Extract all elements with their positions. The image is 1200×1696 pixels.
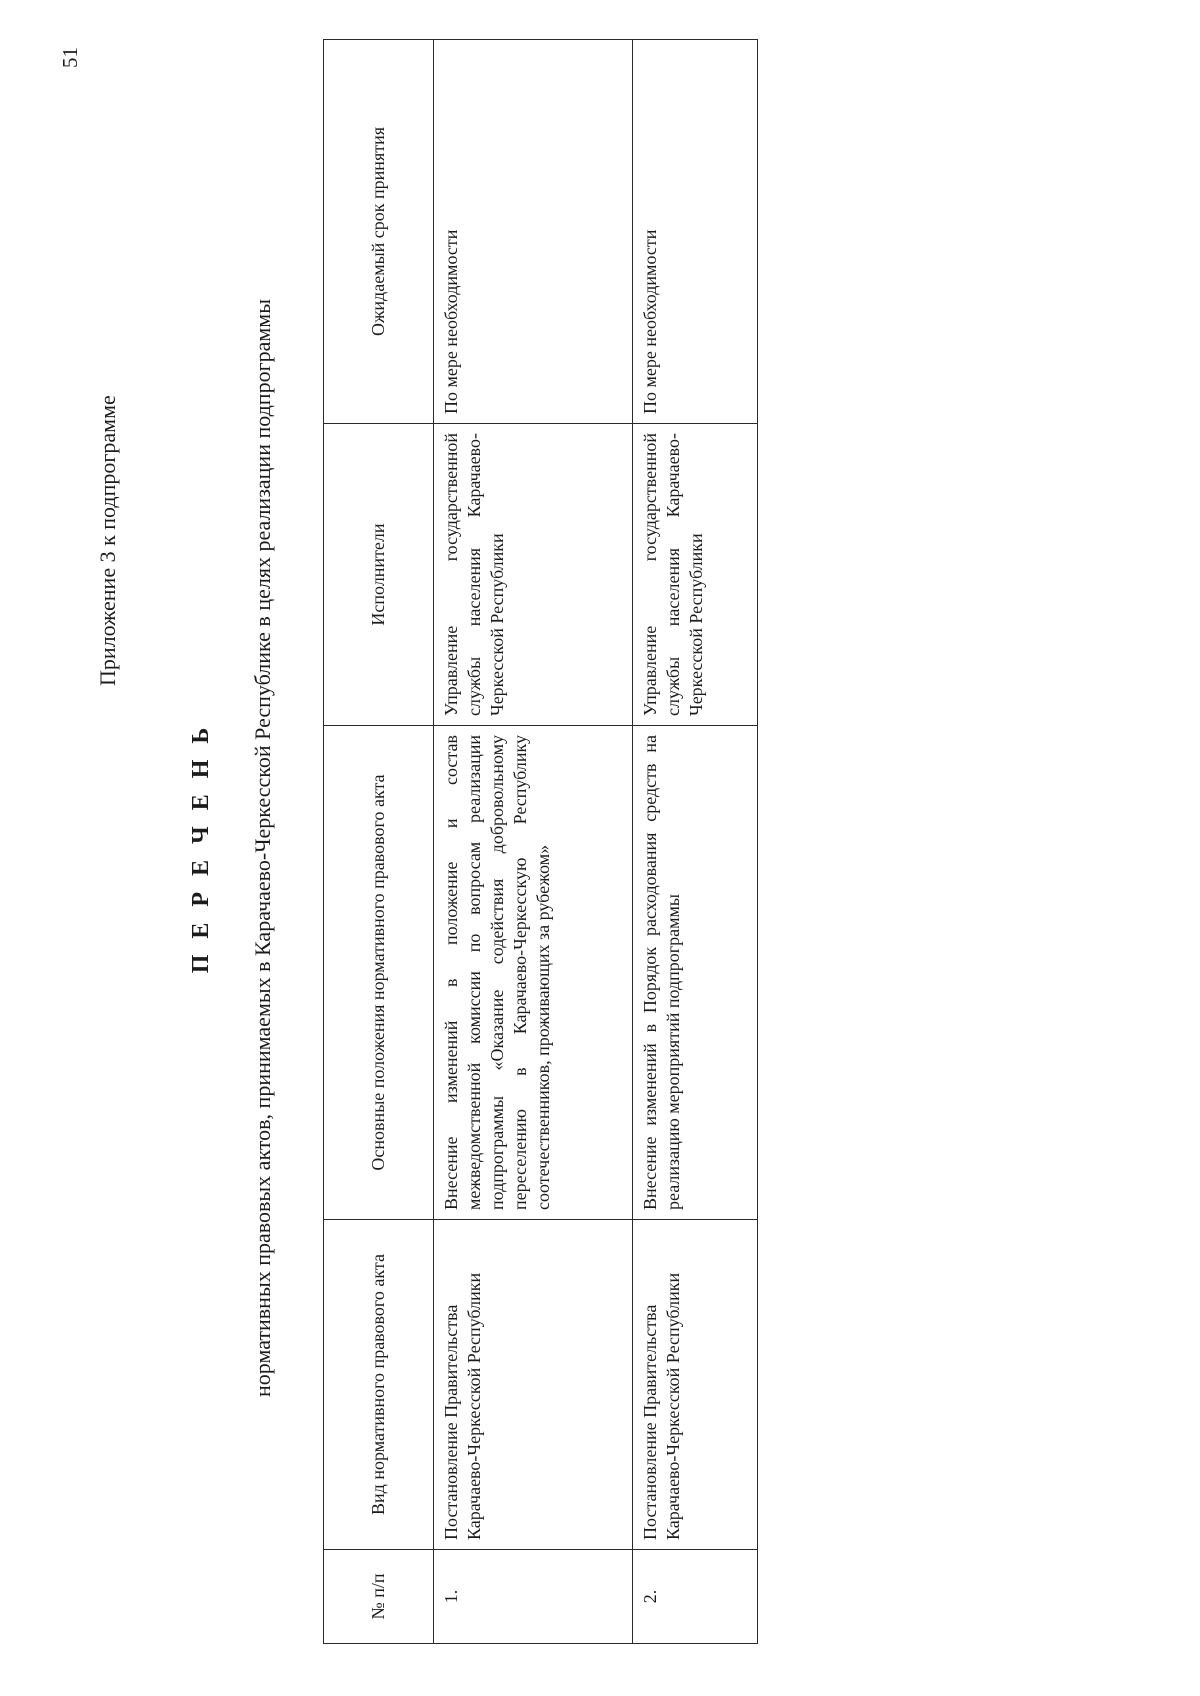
table-header-row [324,40,434,1644]
header-act-type: Вид нормативного правового акта [324,1220,434,1550]
cell-term: По мере необходимости [633,40,758,424]
header-number: № п/п [324,1550,434,1644]
header-term: Ожидаемый срок принятия [324,40,434,424]
table-row [434,40,633,1644]
document-title: П Е Р Е Ч Е Н Ь [188,722,214,974]
document-subtitle: нормативных правовых актов, принимаемых в Карачаево-Черкесской Республике в целях реализации подпрограммы [250,299,275,1397]
cell-act-type: Постановление Правительства Карачаево-Черкесской Республики [434,1220,633,1550]
table-row [633,40,758,1644]
cell-number: 1. [434,1550,633,1644]
cell-provisions: Внесение изменений в положение и состав межведомственной комиссии по вопросам реализации подпрограммы «Оказание содействия добровольному переселению в Карачаево-Черкесскую Республику соотечественников, проживающих за рубежом» [434,726,633,1220]
appendix-label: Приложение 3 к подпрограмме [95,395,120,686]
cell-act-type: Постановление Правительства Карачаево-Черкесской Республики [633,1220,758,1550]
header-executors: Исполнители [324,424,434,726]
cell-provisions: Внесение изменений в Порядок расходования средств на реализацию мероприятий подпрограммы [633,726,758,1220]
legal-acts-table [323,39,758,1644]
header-provisions: Основные положения нормативного правового акта [324,726,434,1220]
cell-term: По мере необходимости [434,40,633,424]
page-number: 51 [58,47,82,68]
cell-executors: Управление государственной службы населения Карачаево-Черкесской Республики [633,424,758,726]
cell-executors: Управление государственной службы населения Карачаево-Черкесской Республики [434,424,633,726]
cell-number: 2. [633,1550,758,1644]
